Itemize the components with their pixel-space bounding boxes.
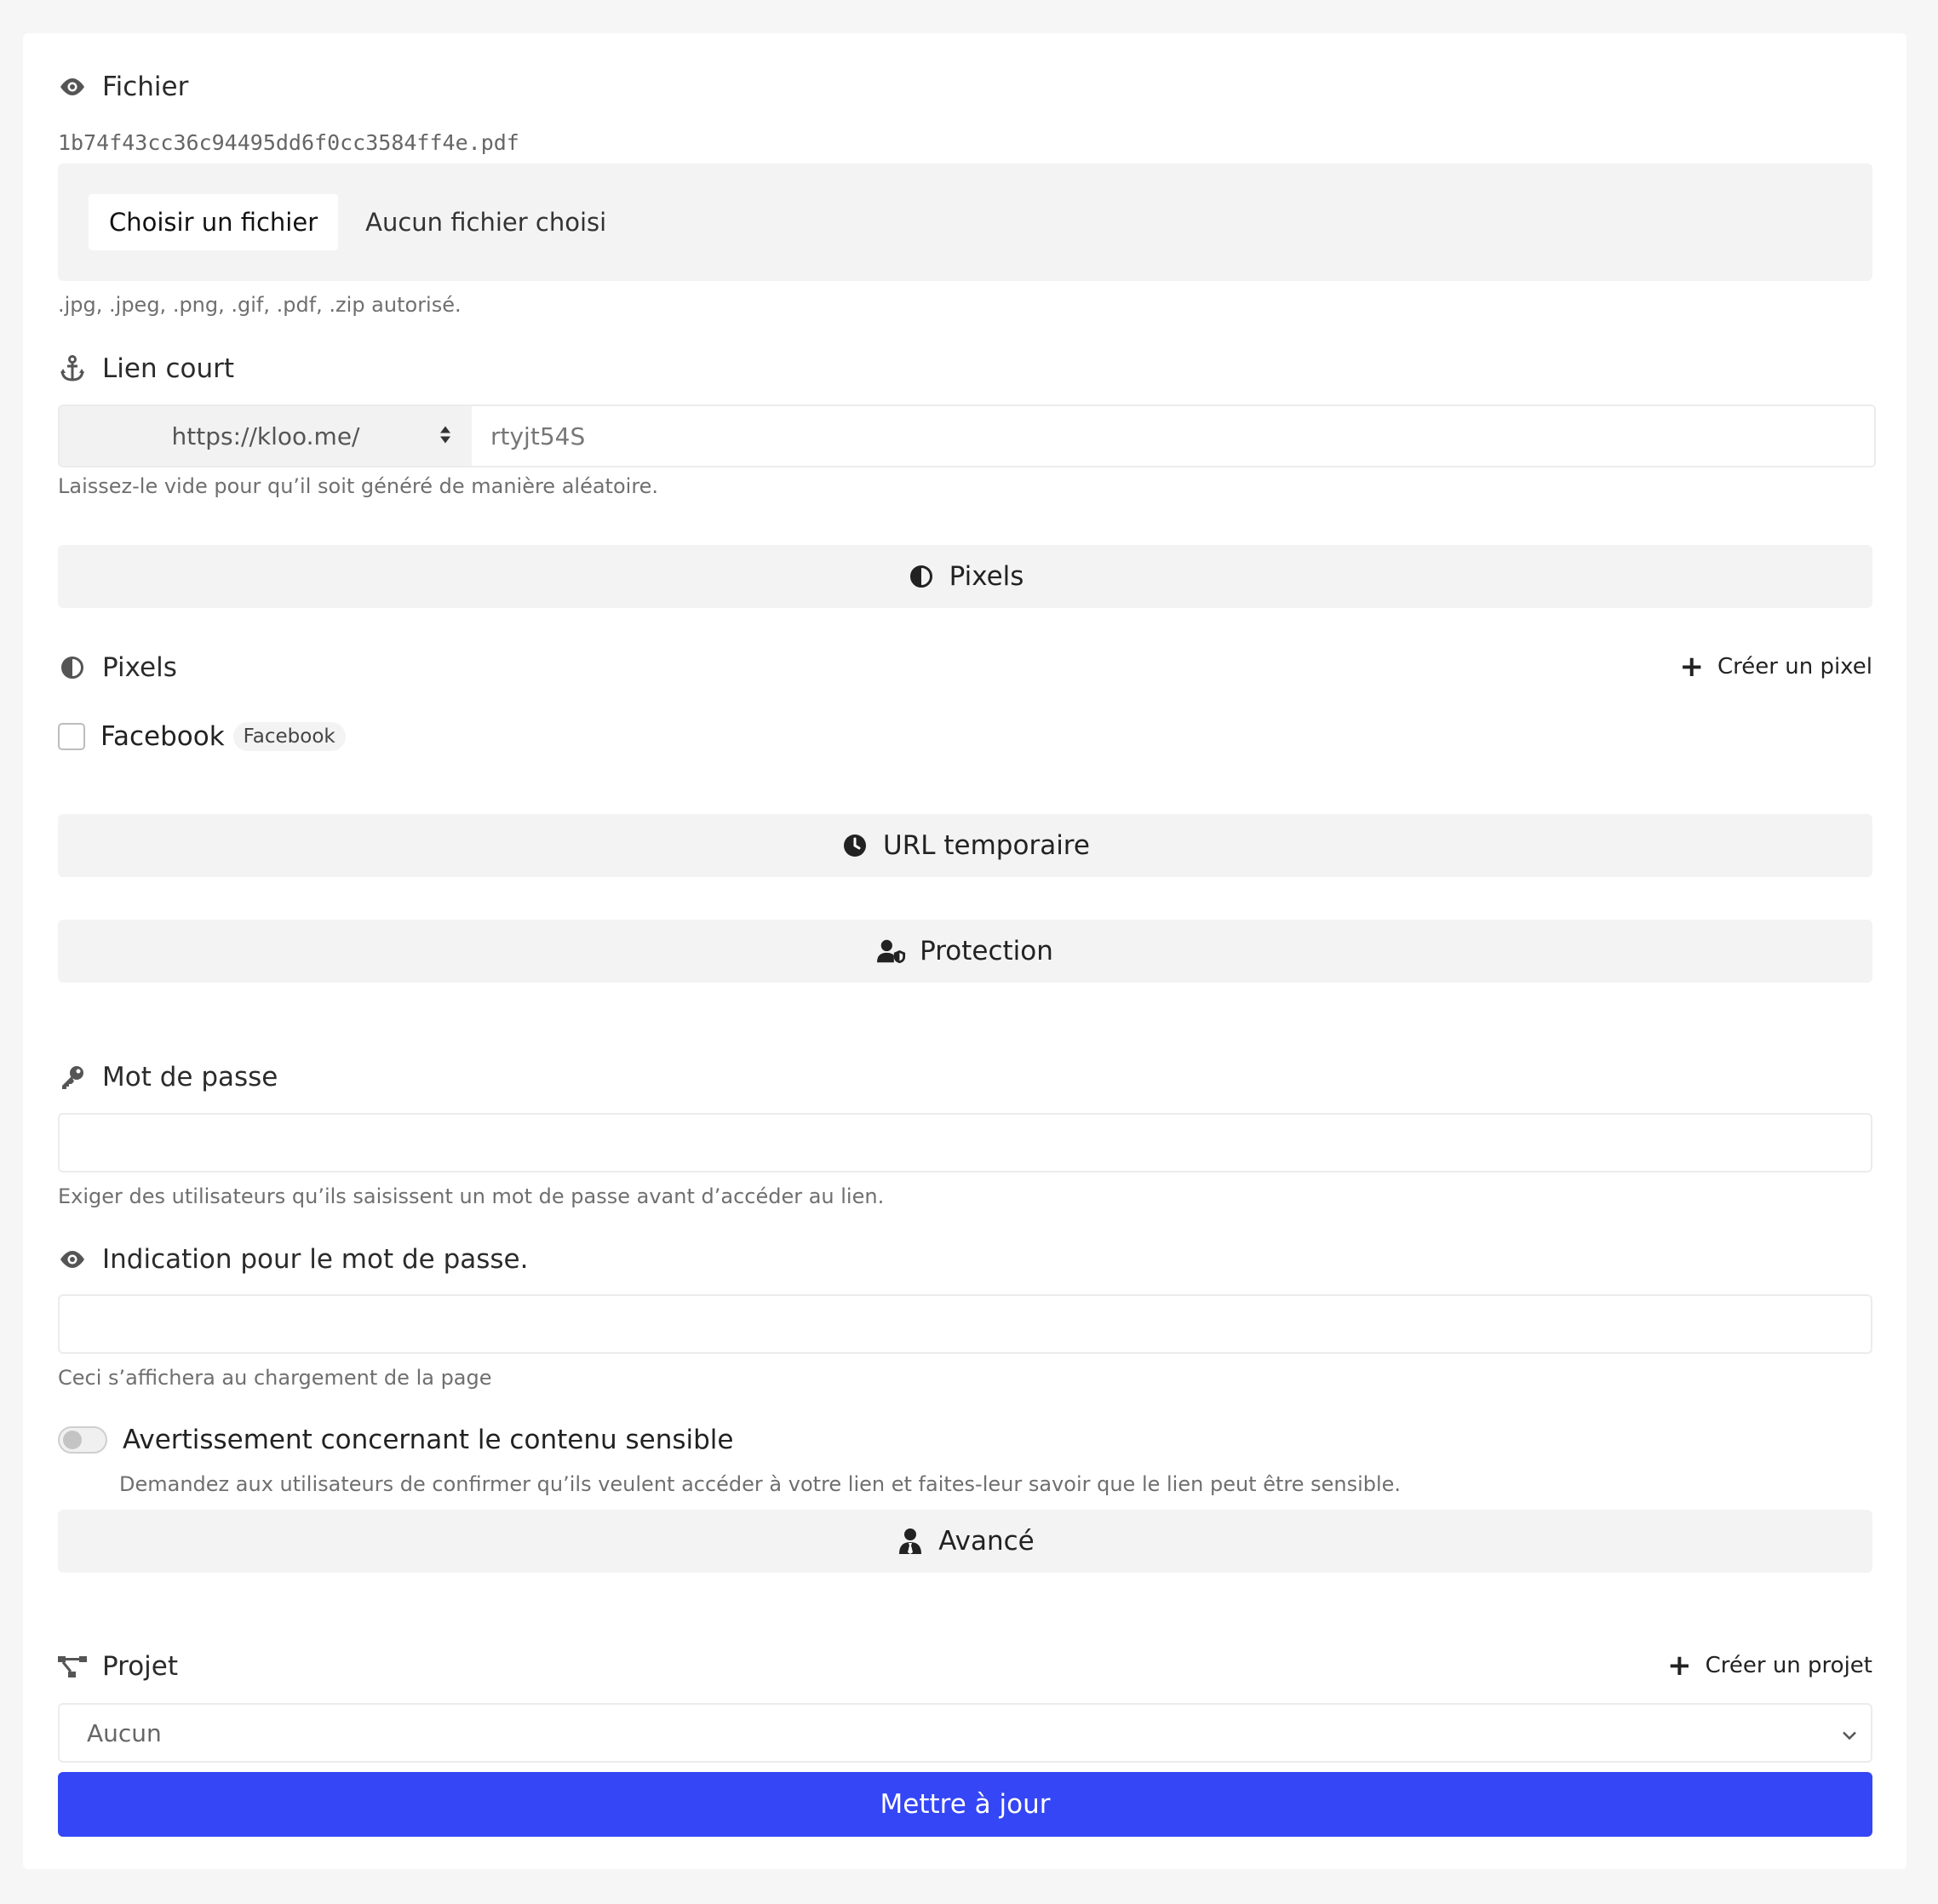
adjust-icon — [58, 653, 87, 682]
file-input[interactable] — [58, 163, 1872, 281]
short-link-input[interactable]: rtyjt54S — [472, 406, 1874, 466]
project-selected-value: Aucun — [87, 1718, 162, 1747]
update-button[interactable]: Mettre à jour — [58, 1772, 1872, 1837]
eye-icon — [58, 72, 87, 101]
anchor-icon — [58, 354, 87, 383]
facebook-checkbox[interactable] — [58, 723, 85, 750]
chevron-down-icon — [1842, 1719, 1857, 1747]
section-advanced[interactable] — [58, 1510, 1872, 1573]
project-label-row — [58, 1651, 178, 1682]
domain-select[interactable] — [60, 406, 472, 466]
section-protection-label: Protection — [920, 936, 1053, 966]
create-project-label: Créer un projet — [1705, 1653, 1872, 1678]
short-link-label-row — [58, 353, 1872, 384]
create-pixel-link[interactable] — [1679, 650, 1872, 684]
sensitive-row — [58, 1425, 1872, 1455]
sensitive-label: Avertissement concernant le contenu sensible — [123, 1425, 734, 1455]
key-icon — [58, 1063, 87, 1092]
project-header — [58, 1651, 1872, 1687]
choose-file-button[interactable]: Choisir un fichier — [89, 194, 338, 250]
section-pixels-label: Pixels — [949, 561, 1024, 592]
short-link-group — [58, 404, 1876, 467]
plus-icon: + — [1679, 650, 1705, 684]
eye-icon — [58, 1245, 87, 1274]
sensitive-help: Demandez aux utilisateurs de confirmer qu’ils veulent accéder à votre lien et faites-leur savoir que le lien peut être sensible. — [119, 1472, 1402, 1496]
section-protection[interactable] — [58, 920, 1872, 983]
file-help: .jpg, .jpeg, .png, .gif, .pdf, .zip autorisé. — [58, 293, 462, 317]
file-label: Fichier — [102, 72, 189, 102]
short-link-help: Laissez-le vide pour qu’il soit généré de manière aléatoire. — [58, 474, 659, 498]
project-select[interactable] — [58, 1703, 1872, 1763]
password-hint-label-row — [58, 1244, 1872, 1275]
toggle-knob — [63, 1431, 82, 1449]
plus-icon: + — [1667, 1649, 1692, 1683]
create-pixel-label: Créer un pixel — [1717, 654, 1872, 680]
pixels-label-row — [58, 652, 177, 683]
short-link-label: Lien court — [102, 353, 235, 384]
password-hint-help: Ceci s’affichera au chargement de la page — [58, 1366, 492, 1390]
pixels-label: Pixels — [102, 652, 177, 683]
sensitive-toggle[interactable] — [58, 1426, 107, 1454]
file-label-row — [58, 72, 1872, 102]
current-file-name: 1b74f43cc36c94495dd6f0cc3584ff4e.pdf — [58, 130, 519, 155]
section-pixels[interactable] — [58, 545, 1872, 608]
password-hint-input[interactable] — [58, 1294, 1872, 1354]
user-shield-icon — [877, 937, 906, 966]
password-label-row — [58, 1062, 1872, 1093]
password-label: Mot de passe — [102, 1062, 278, 1093]
section-temporary-url-label: URL temporaire — [883, 830, 1090, 861]
facebook-label: Facebook — [100, 721, 225, 752]
pixel-option-facebook[interactable] — [58, 721, 1872, 752]
clock-icon — [840, 831, 869, 860]
section-advanced-label: Avancé — [938, 1526, 1035, 1557]
sort-icon — [439, 422, 451, 450]
file-status: Aucun fichier choisi — [365, 208, 607, 237]
password-input[interactable] — [58, 1113, 1872, 1173]
link-edit-form — [23, 33, 1906, 1869]
section-temporary-url[interactable] — [58, 814, 1872, 877]
user-tie-icon — [896, 1527, 925, 1556]
adjust-icon — [907, 562, 936, 591]
create-project-link[interactable] — [1667, 1649, 1872, 1683]
password-help: Exiger des utilisateurs qu’ils saisissent un mot de passe avant d’accéder au lien. — [58, 1184, 885, 1208]
facebook-badge: Facebook — [233, 722, 346, 751]
password-hint-label: Indication pour le mot de passe. — [102, 1244, 529, 1275]
project-label: Projet — [102, 1651, 179, 1682]
domain-value: https://kloo.me/ — [171, 422, 360, 450]
pixels-header — [58, 652, 1872, 686]
project-diagram-icon — [58, 1652, 87, 1681]
